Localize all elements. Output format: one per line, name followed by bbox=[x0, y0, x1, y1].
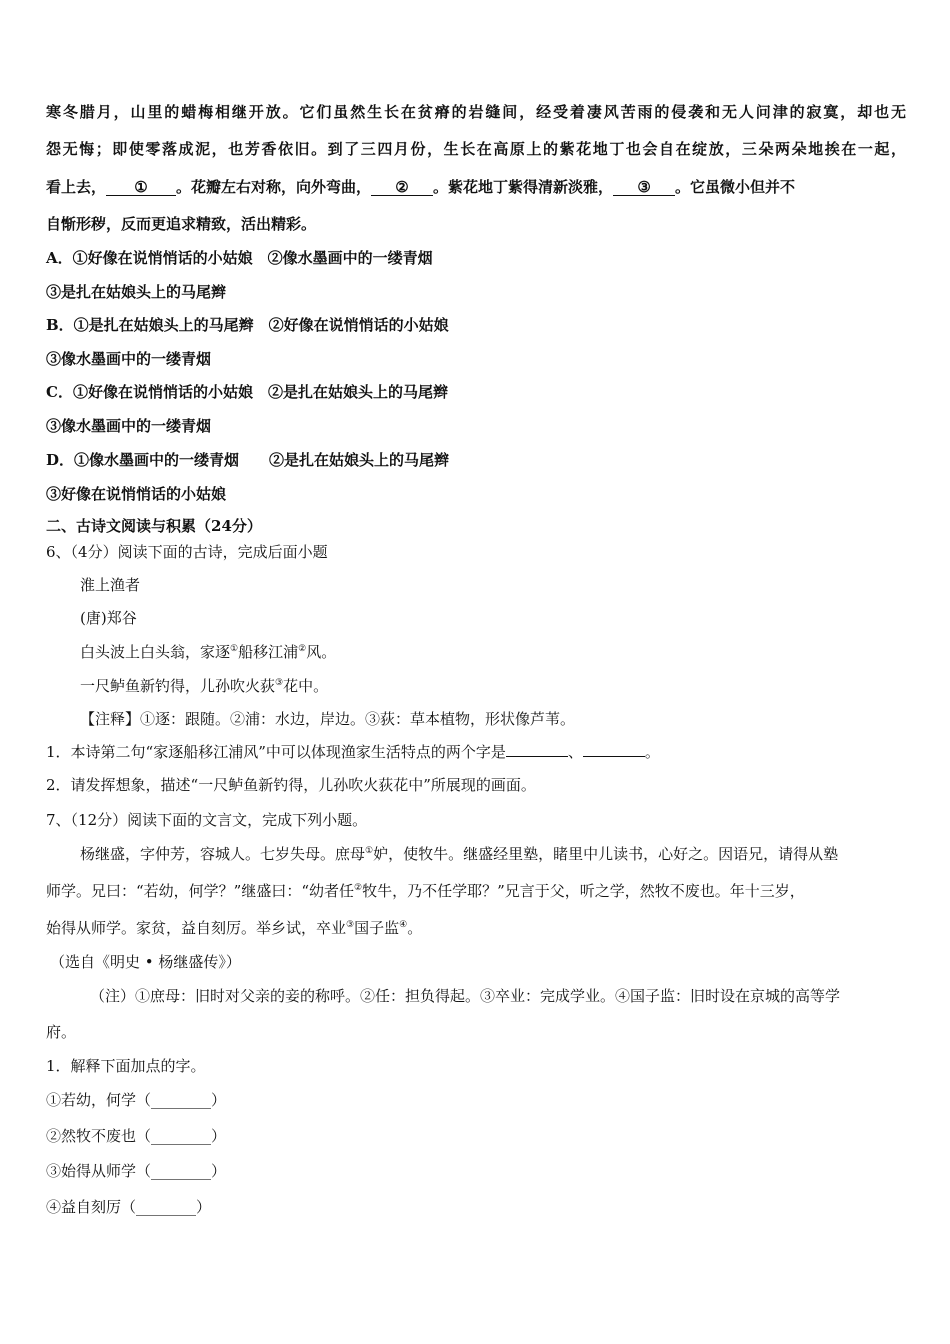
passage-text: 。它虽微小但并不 bbox=[675, 178, 796, 196]
poem-text: 一尺鲈鱼新钓得，儿孙吹火荻 bbox=[80, 677, 276, 695]
note-marker: ② bbox=[298, 644, 307, 654]
passage-line-1: 寒冬腊月，山里的蜡梅相继开放。它们虽然生长在贫瘠的岩缝间，经受着凄风苦雨的侵袭和无人问津的寂寞，却也无 bbox=[46, 103, 906, 121]
option-c: C．①好像在说悄悄话的小姑娘 ②是扎在姑娘头上的马尾辫 bbox=[46, 383, 448, 401]
option-d: D．①像水墨画中的一缕青烟 ②是扎在姑娘头上的马尾辫 bbox=[46, 451, 450, 469]
option-b: B．①是扎在姑娘头上的马尾辫 ②好像在说悄悄话的小姑娘 bbox=[46, 316, 449, 334]
option-d-cont: ③好像在说悄悄话的小姑娘 bbox=[46, 485, 227, 503]
classical-text: 国子监 bbox=[354, 919, 400, 937]
note-marker: ③ bbox=[275, 678, 284, 688]
separator: 、 bbox=[567, 743, 583, 761]
section-title: 二、古诗文阅读与积累（24分） bbox=[46, 517, 262, 535]
option-c-cont: ③像水墨画中的一缕青烟 bbox=[46, 417, 212, 435]
poem-text: 风。 bbox=[306, 643, 337, 661]
answer-item-3: ③始得从师学（________） bbox=[46, 1162, 227, 1180]
q7-sub-1: 1．解释下面加点的字。 bbox=[46, 1057, 206, 1075]
note-marker: ① bbox=[365, 846, 374, 856]
q6-sub-2: 2．请发挥想象，描述“一尺鲈鱼新钓得，儿孙吹火荻花中”所展现的画面。 bbox=[46, 776, 536, 794]
passage-line-3 bbox=[46, 176, 795, 198]
poem-author: (唐)郑谷 bbox=[80, 609, 137, 627]
q7-notes-2: 府。 bbox=[46, 1023, 77, 1041]
option-a: A．①好像在说悄悄话的小姑娘 ②像水墨画中的一缕青烟 bbox=[46, 249, 433, 267]
poem-text: 船移江浦 bbox=[238, 643, 299, 661]
answer-blank bbox=[506, 742, 568, 757]
q6-heading: 6、（4分）阅读下面的古诗，完成后面小题 bbox=[46, 543, 328, 561]
blank-1: ① bbox=[106, 179, 176, 196]
question-text: 。 bbox=[644, 743, 660, 761]
blank-2: ② bbox=[371, 179, 433, 196]
classical-text: 。 bbox=[407, 919, 423, 937]
classical-text: 妒，使牧牛。继盛经里塾，睹里中儿读书，心好之。因语兄，请得从塾 bbox=[373, 845, 839, 863]
poem-title: 淮上渔者 bbox=[80, 576, 141, 594]
blank-3: ③ bbox=[613, 179, 675, 196]
question-text: 1．本诗第二句“家逐船移江浦风”中可以体现渔家生活特点的两个字是 bbox=[46, 743, 506, 761]
passage-text: 。花瓣左右对称，向外弯曲， bbox=[176, 178, 372, 196]
option-a-cont: ③是扎在姑娘头上的马尾辫 bbox=[46, 283, 227, 301]
q6-sub-1 bbox=[46, 741, 660, 763]
answer-item-4: ④益自刻厉（________） bbox=[46, 1198, 212, 1216]
passage-text: 看上去， bbox=[46, 178, 107, 196]
classical-text: 杨继盛，字仲芳，容城人。七岁失母。庶母 bbox=[80, 845, 366, 863]
q7-heading: 7、（12分）阅读下面的文言文，完成下列小题。 bbox=[46, 811, 368, 829]
poem-line-2 bbox=[80, 675, 328, 697]
option-b-cont: ③像水墨画中的一缕青烟 bbox=[46, 350, 212, 368]
source-citation: （选自《明史 • 杨继盛传》） bbox=[50, 953, 241, 971]
poem-text: 白头波上白头翁，家逐 bbox=[80, 643, 231, 661]
classical-text-2 bbox=[46, 880, 805, 902]
answer-item-2: ②然牧不废也（________） bbox=[46, 1127, 227, 1145]
passage-line-4: 自惭形秽，反而更追求精致，活出精彩。 bbox=[46, 215, 317, 233]
passage-line-2: 怨无悔；即使零落成泥，也芳香依旧。到了三四月份，生长在高原上的紫花地丁也会自在绽放，三朵两朵地挨在一起， bbox=[46, 140, 906, 158]
passage-text: 。紫花地丁紫得清新淡雅， bbox=[433, 178, 614, 196]
poem-line-1 bbox=[80, 641, 336, 663]
note-marker: ② bbox=[354, 883, 363, 893]
poem-notes: 【注释】①逐：跟随。②浦：水边，岸边。③荻：草本植物，形状像芦苇。 bbox=[80, 710, 576, 728]
answer-item-1: ①若幼，何学（________） bbox=[46, 1091, 227, 1109]
note-marker: ④ bbox=[399, 920, 408, 930]
classical-text: 始得从师学。家贫，益自刻厉。举乡试，卒业 bbox=[46, 919, 347, 937]
q7-notes-1: （注）①庶母：旧时对父亲的妾的称呼。②任：担负得起。③卒业：完成学业。④国子监：旧时设在京城的高等学 bbox=[90, 987, 841, 1005]
note-marker: ① bbox=[230, 644, 239, 654]
classical-text: 师学。兄曰：“若幼，何学？”继盛曰：“幼者任 bbox=[46, 882, 355, 900]
classical-text-1 bbox=[80, 843, 838, 865]
note-marker: ③ bbox=[346, 920, 355, 930]
answer-blank bbox=[583, 742, 645, 757]
poem-text: 花中。 bbox=[283, 677, 329, 695]
classical-text-3 bbox=[46, 917, 422, 939]
classical-text: 牧牛，乃不任学耶？”兄言于父，听之学，然牧不废也。年十三岁， bbox=[362, 882, 805, 900]
